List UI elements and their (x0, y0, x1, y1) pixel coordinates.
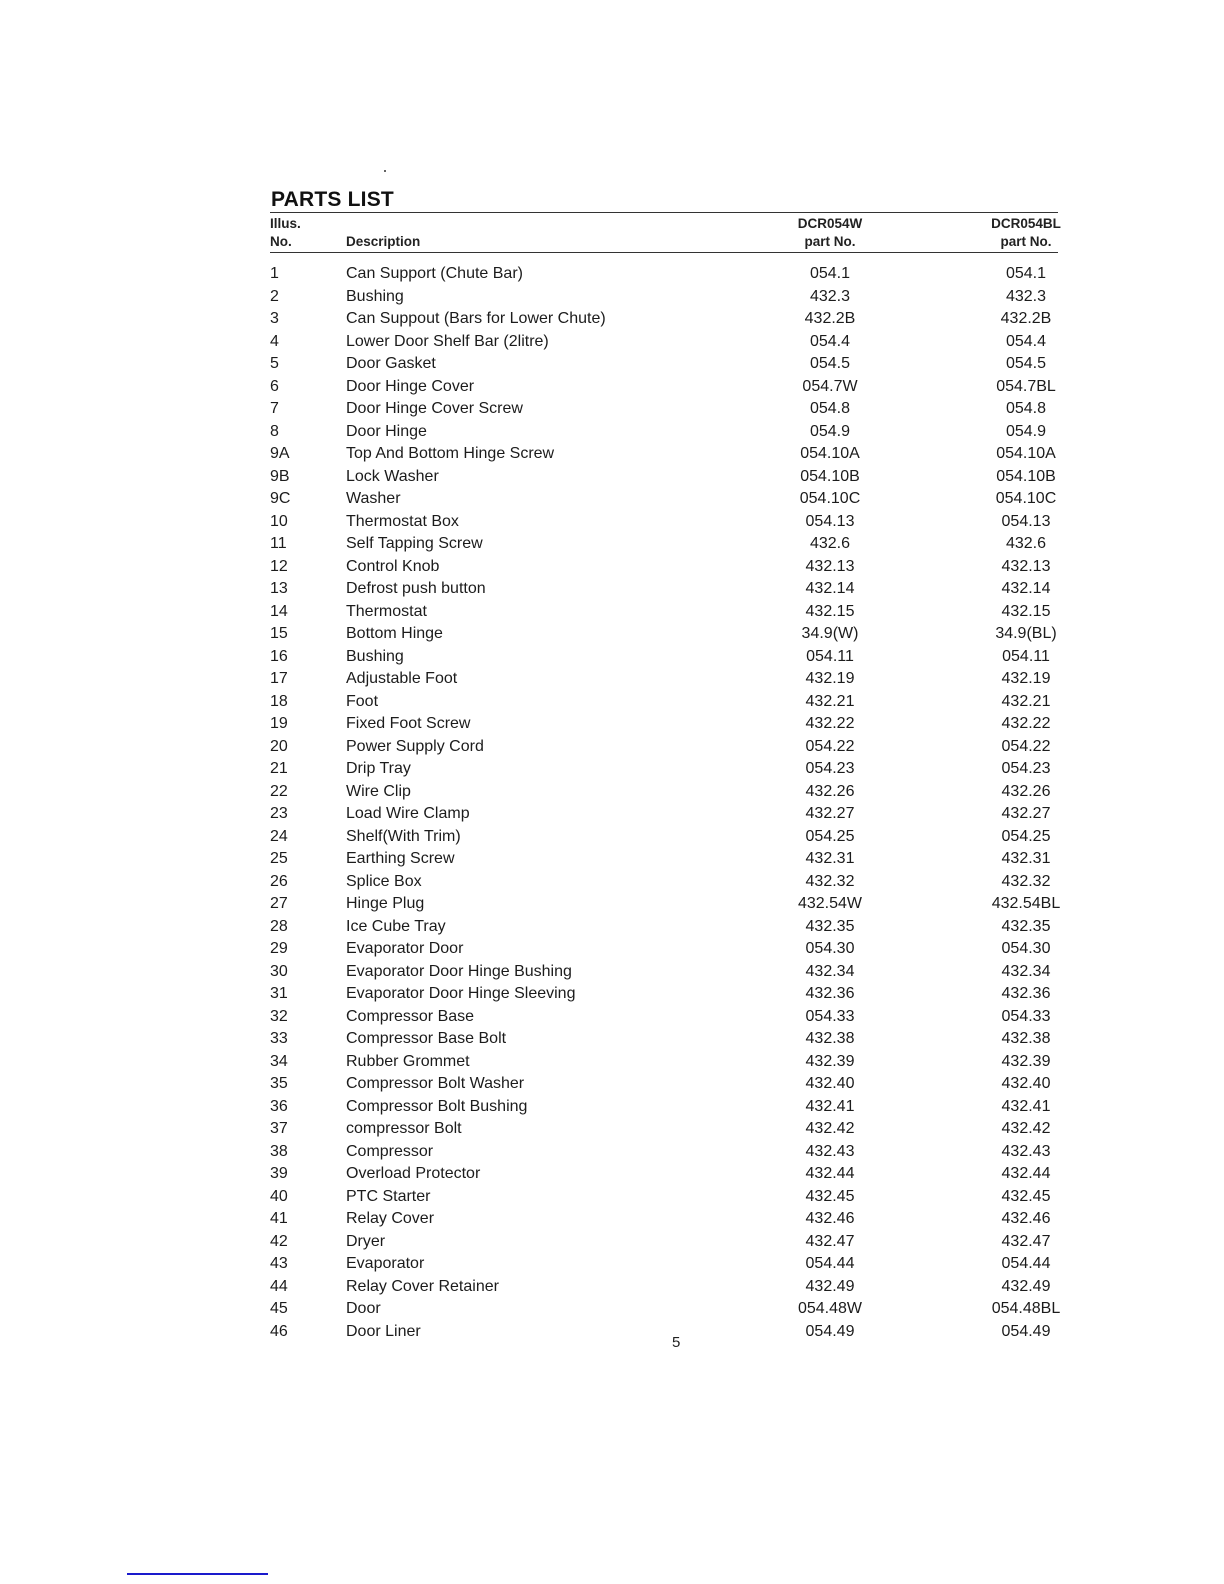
part-no-w-cell: 054.25 (805, 827, 855, 845)
illus-no-cell: 31 (270, 985, 288, 1002)
illus-no-cell: 20 (270, 737, 288, 755)
description-cell: Control Knob (346, 557, 440, 575)
part-no-w-cell: 054.11 (806, 647, 854, 665)
table-row (270, 983, 1058, 1006)
description-cell: Earthing Screw (346, 850, 455, 867)
table-row (270, 286, 1058, 309)
description-cell: Power Supply Cord (346, 737, 484, 755)
illus-no-cell: 4 (270, 332, 279, 350)
description-cell: Splice Box (346, 872, 422, 890)
part-no-w-cell: 432.13 (805, 557, 855, 575)
part-no-w-cell: 432.38 (805, 1030, 855, 1047)
illus-no-cell: 21 (270, 760, 288, 777)
part-no-bl-cell: 432.26 (1001, 782, 1051, 800)
table-row (270, 511, 1058, 534)
description-cell: Lock Washer (346, 467, 439, 485)
illus-no-cell: 39 (270, 1165, 288, 1182)
description-cell: Door Gasket (346, 355, 436, 372)
illus-no-cell: 15 (270, 625, 288, 642)
description-cell: Wire Clip (346, 782, 411, 800)
part-no-bl-cell: 432.41 (1001, 1097, 1051, 1115)
header-model-bl: DCR054BL (991, 216, 1061, 231)
illus-no-cell: 24 (270, 827, 288, 845)
part-no-bl-cell: 054.22 (1001, 737, 1051, 755)
description-cell: Compressor Base (346, 1007, 475, 1025)
table-row (270, 1276, 1058, 1299)
part-no-w-cell: 432.3 (809, 287, 851, 305)
part-no-bl-cell: 054.48BL (991, 1300, 1061, 1317)
part-no-w-cell: 432.43 (805, 1142, 855, 1160)
table-row (270, 421, 1058, 444)
part-no-bl-cell: 432.27 (1001, 805, 1051, 822)
header-model-w-sub: part No. (804, 234, 856, 249)
table-row (270, 1186, 1058, 1209)
part-no-bl-cell: 432.40 (1001, 1075, 1051, 1092)
description-cell: Bottom Hinge (346, 625, 443, 642)
part-no-w-cell: 432.54W (797, 895, 863, 912)
part-no-bl-cell: 054.8 (1005, 400, 1047, 417)
part-no-bl-cell: 432.39 (1001, 1052, 1051, 1070)
part-no-w-cell: 054.13 (805, 512, 855, 530)
part-no-bl-cell: 432.32 (1001, 872, 1051, 890)
table-row (270, 646, 1058, 669)
part-no-bl-cell: 054.49 (1001, 1322, 1051, 1340)
table-row (270, 1096, 1058, 1119)
part-no-w-cell: 054.10A (800, 445, 860, 462)
table-row (270, 1208, 1058, 1231)
header-description-label: Description (346, 234, 421, 249)
description-cell: Door Hinge (346, 422, 427, 440)
description-cell: Load Wire Clamp (346, 805, 470, 822)
table-row (270, 1073, 1058, 1096)
description-cell: Top And Bottom Hinge Screw (346, 445, 555, 462)
part-no-w-cell: 054.44 (805, 1255, 855, 1272)
part-no-w-cell: 054.9 (809, 422, 851, 440)
part-no-w-cell: 054.7W (802, 377, 858, 395)
illus-no-cell: 9C (270, 490, 291, 507)
description-cell: Adjustable Foot (346, 670, 458, 687)
illus-no-cell: 2 (270, 287, 279, 305)
description-cell: Compressor (346, 1142, 434, 1160)
table-row (270, 623, 1058, 646)
illus-no-cell: 19 (270, 715, 288, 732)
description-cell: Evaporator Door Hinge Sleeving (346, 985, 576, 1002)
page-title: PARTS LIST (271, 188, 394, 211)
part-no-bl-cell: 054.33 (1001, 1007, 1051, 1025)
table-row (270, 691, 1058, 714)
part-no-bl-cell: 432.54BL (991, 895, 1061, 912)
part-no-w-cell: 054.1 (809, 265, 851, 282)
illus-no-cell: 12 (270, 557, 288, 575)
table-row (270, 781, 1058, 804)
table-row (270, 1321, 1058, 1344)
part-no-bl-cell: 054.1 (1005, 265, 1047, 282)
part-no-bl-cell: 432.43 (1001, 1142, 1051, 1160)
illus-no-cell: 27 (270, 895, 288, 912)
description-cell: Lower Door Shelf Bar (2litre) (346, 332, 549, 350)
illus-no-cell: 29 (270, 940, 288, 957)
table-row (270, 916, 1058, 939)
table-row (270, 758, 1058, 781)
part-no-w-cell: 432.26 (805, 782, 855, 800)
illus-no-cell: 42 (270, 1232, 288, 1250)
illus-no-cell: 30 (270, 962, 288, 980)
page-number: 5 (672, 1334, 681, 1351)
part-no-bl-cell: 432.45 (1001, 1187, 1051, 1205)
description-cell: Door Hinge Cover (346, 377, 475, 395)
illus-no-cell: 25 (270, 850, 288, 867)
illus-no-cell: 45 (270, 1300, 288, 1317)
part-no-bl-cell: 34.9(BL) (995, 625, 1057, 642)
part-no-w-cell: 054.23 (805, 760, 855, 777)
description-cell: Bushing (346, 287, 404, 305)
illus-no-cell: 44 (270, 1277, 288, 1295)
description-cell: Dryer (346, 1232, 386, 1250)
table-row (270, 848, 1058, 871)
part-no-bl-cell: 054.9 (1005, 422, 1047, 440)
table-row (270, 893, 1061, 916)
footer-blue-line (127, 1573, 268, 1575)
description-cell: Overload Protector (346, 1165, 481, 1182)
table-row (270, 376, 1058, 399)
illus-no-cell: 26 (270, 872, 288, 890)
illus-no-cell: 35 (270, 1075, 288, 1092)
illus-no-cell: 43 (270, 1255, 288, 1272)
description-cell: Relay Cover Retainer (346, 1277, 499, 1295)
part-no-w-cell: 054.10C (799, 490, 861, 507)
part-no-bl-cell: 054.30 (1001, 940, 1051, 957)
table-row (270, 601, 1058, 624)
part-no-w-cell: 432.34 (805, 962, 855, 980)
part-no-w-cell: 054.5 (809, 355, 851, 372)
part-no-bl-cell: 432.19 (1001, 670, 1051, 687)
illus-no-cell: 6 (270, 377, 279, 395)
illus-no-cell: 46 (270, 1322, 288, 1340)
part-no-w-cell: 432.36 (805, 985, 855, 1002)
table-row (270, 1253, 1058, 1276)
illus-no-cell: 41 (270, 1210, 288, 1227)
parts-table-body (270, 263, 1061, 1343)
part-no-w-cell: 432.35 (805, 917, 855, 935)
description-cell: Bushing (346, 647, 404, 665)
illus-no-cell: 3 (270, 310, 279, 327)
description-cell: Compressor Bolt Bushing (346, 1097, 528, 1115)
description-cell: Door Hinge Cover Screw (346, 400, 523, 417)
header-no-label: No. (270, 234, 292, 249)
part-no-bl-cell: 432.22 (1001, 715, 1051, 732)
description-cell: Washer (346, 490, 401, 507)
table-row (270, 331, 1058, 354)
part-no-bl-cell: 054.10B (996, 467, 1056, 485)
description-cell: Self Tapping Screw (346, 535, 483, 552)
illus-no-cell: 9A (270, 445, 290, 462)
part-no-bl-cell: 432.44 (1001, 1165, 1051, 1182)
part-no-bl-cell: 432.15 (1001, 602, 1051, 620)
table-row (270, 488, 1058, 511)
part-no-w-cell: 432.41 (805, 1097, 855, 1115)
table-row (270, 713, 1058, 736)
description-cell: Defrost push button (346, 580, 486, 597)
table-row (270, 736, 1058, 759)
header-model-bl-sub: part No. (1000, 234, 1052, 249)
part-no-bl-cell: 054.13 (1001, 512, 1051, 530)
table-row (270, 1163, 1058, 1186)
table-row (270, 443, 1058, 466)
part-no-w-cell: 054.22 (805, 737, 855, 755)
description-cell: Compressor Bolt Washer (346, 1075, 525, 1092)
part-no-bl-cell: 054.23 (1001, 760, 1051, 777)
part-no-bl-cell: 054.25 (1001, 827, 1051, 845)
description-cell: Can Support (Chute Bar) (346, 265, 523, 282)
description-cell: compressor Bolt (346, 1120, 462, 1137)
description-cell: Door (346, 1300, 381, 1317)
illus-no-cell: 14 (270, 602, 288, 620)
part-no-bl-cell: 054.10C (995, 490, 1057, 507)
part-no-w-cell: 054.8 (809, 400, 851, 417)
part-no-bl-cell: 432.34 (1001, 962, 1051, 980)
part-no-w-cell: 054.30 (805, 940, 855, 957)
illus-no-cell: 13 (270, 580, 288, 597)
table-row (270, 938, 1058, 961)
part-no-bl-cell: 054.44 (1001, 1255, 1051, 1272)
part-no-w-cell: 432.45 (805, 1187, 855, 1205)
part-no-w-cell: 432.42 (805, 1120, 855, 1137)
description-cell: Evaporator (346, 1255, 425, 1272)
part-no-w-cell: 432.46 (805, 1210, 855, 1227)
description-cell: Ice Cube Tray (346, 917, 446, 935)
part-no-w-cell: 432.21 (805, 692, 855, 710)
table-row (270, 1006, 1058, 1029)
table-row (270, 803, 1058, 826)
table-row (270, 533, 1058, 556)
table-row (270, 826, 1058, 849)
part-no-w-cell: 432.49 (805, 1277, 855, 1295)
part-no-bl-cell: 432.2B (1000, 310, 1052, 327)
part-no-w-cell: 432.32 (805, 872, 855, 890)
part-no-w-cell: 432.15 (805, 602, 855, 620)
table-row (270, 308, 1058, 331)
description-cell: Evaporator Door (346, 940, 464, 957)
illus-no-cell: 9B (270, 467, 290, 485)
table-row (270, 1231, 1058, 1254)
description-cell: Compressor Base Bolt (346, 1030, 507, 1047)
illus-no-cell: 32 (270, 1007, 288, 1025)
part-no-w-cell: 432.6 (809, 535, 851, 552)
part-no-w-cell: 432.14 (805, 580, 855, 597)
part-no-bl-cell: 432.47 (1001, 1232, 1051, 1250)
table-row (270, 871, 1058, 894)
table-row (270, 398, 1058, 421)
part-no-w-cell: 054.4 (809, 332, 851, 350)
part-no-bl-cell: 432.3 (1005, 287, 1047, 305)
illus-no-cell: 23 (270, 805, 288, 822)
part-no-bl-cell: 432.13 (1001, 557, 1051, 575)
illus-no-cell: 38 (270, 1142, 288, 1160)
part-no-bl-cell: 054.7BL (996, 377, 1056, 395)
header-illus-label: Illus. (270, 216, 301, 231)
part-no-w-cell: 432.47 (805, 1232, 855, 1250)
part-no-w-cell: 432.2B (804, 310, 856, 327)
part-no-bl-cell: 432.46 (1001, 1210, 1051, 1227)
table-row (270, 961, 1058, 984)
table-row (270, 1028, 1058, 1051)
stray-mark (384, 170, 386, 172)
description-cell: Relay Cover (346, 1210, 435, 1227)
part-no-bl-cell: 432.49 (1001, 1277, 1051, 1295)
table-row (270, 1118, 1058, 1141)
illus-no-cell: 8 (270, 422, 279, 440)
illus-no-cell: 5 (270, 355, 279, 372)
part-no-bl-cell: 432.35 (1001, 917, 1051, 935)
part-no-w-cell: 054.49 (805, 1322, 855, 1340)
illus-no-cell: 33 (270, 1030, 288, 1047)
part-no-bl-cell: 054.11 (1002, 647, 1050, 665)
description-cell: Thermostat (346, 602, 427, 620)
header-model-w: DCR054W (797, 216, 863, 231)
part-no-bl-cell: 054.5 (1005, 355, 1047, 372)
illus-no-cell: 17 (270, 670, 288, 687)
description-cell: Thermostat Box (346, 512, 459, 530)
part-no-bl-cell: 432.21 (1001, 692, 1051, 710)
illus-no-cell: 40 (270, 1187, 288, 1205)
illus-no-cell: 16 (270, 647, 288, 665)
part-no-w-cell: 054.33 (805, 1007, 855, 1025)
table-row (270, 1051, 1058, 1074)
illus-no-cell: 7 (270, 400, 279, 417)
part-no-w-cell: 34.9(W) (801, 625, 859, 642)
part-no-bl-cell: 054.10A (996, 445, 1056, 462)
description-cell: Drip Tray (346, 760, 411, 777)
part-no-bl-cell: 432.38 (1001, 1030, 1051, 1047)
part-no-w-cell: 432.40 (805, 1075, 855, 1092)
illus-no-cell: 10 (270, 512, 288, 530)
part-no-w-cell: 432.22 (805, 715, 855, 732)
table-row (270, 556, 1058, 579)
description-cell: Hinge Plug (346, 895, 425, 912)
part-no-bl-cell: 432.42 (1001, 1120, 1051, 1137)
header-bottom-rule (270, 252, 1058, 253)
part-no-bl-cell: 432.6 (1005, 535, 1047, 552)
table-row (270, 466, 1058, 489)
part-no-w-cell: 432.44 (805, 1165, 855, 1182)
part-no-w-cell: 054.48W (797, 1300, 863, 1317)
table-row (270, 1141, 1058, 1164)
part-no-w-cell: 432.27 (805, 805, 855, 822)
illus-no-cell: 36 (270, 1097, 288, 1115)
part-no-bl-cell: 432.31 (1001, 850, 1051, 867)
illus-no-cell: 1 (270, 265, 279, 282)
table-header (270, 213, 1061, 252)
part-no-w-cell: 432.39 (805, 1052, 855, 1070)
description-cell: Rubber Grommet (346, 1052, 470, 1070)
table-row (270, 578, 1058, 601)
description-cell: Shelf(With Trim) (346, 827, 461, 845)
description-cell: Evaporator Door Hinge Bushing (346, 962, 572, 980)
table-row (270, 263, 1058, 286)
description-cell: PTC Starter (346, 1187, 431, 1205)
part-no-w-cell: 432.31 (805, 850, 855, 867)
part-no-w-cell: 054.10B (800, 467, 860, 485)
parts-list-sheet (270, 188, 1061, 1343)
description-cell: Foot (346, 692, 379, 710)
part-no-w-cell: 432.19 (805, 670, 855, 687)
illus-no-cell: 28 (270, 917, 288, 935)
table-row (270, 353, 1058, 376)
part-no-bl-cell: 432.14 (1001, 580, 1051, 597)
part-no-bl-cell: 054.4 (1005, 332, 1047, 350)
table-row (270, 1298, 1061, 1321)
illus-no-cell: 34 (270, 1052, 288, 1070)
table-row (270, 668, 1058, 691)
illus-no-cell: 11 (270, 535, 287, 552)
illus-no-cell: 18 (270, 692, 288, 710)
illus-no-cell: 22 (270, 782, 288, 800)
description-cell: Fixed Foot Screw (346, 715, 471, 732)
part-no-bl-cell: 432.36 (1001, 985, 1051, 1002)
description-cell: Can Suppout (Bars for Lower Chute) (346, 310, 606, 327)
description-cell: Door Liner (346, 1322, 421, 1340)
illus-no-cell: 37 (270, 1120, 288, 1137)
